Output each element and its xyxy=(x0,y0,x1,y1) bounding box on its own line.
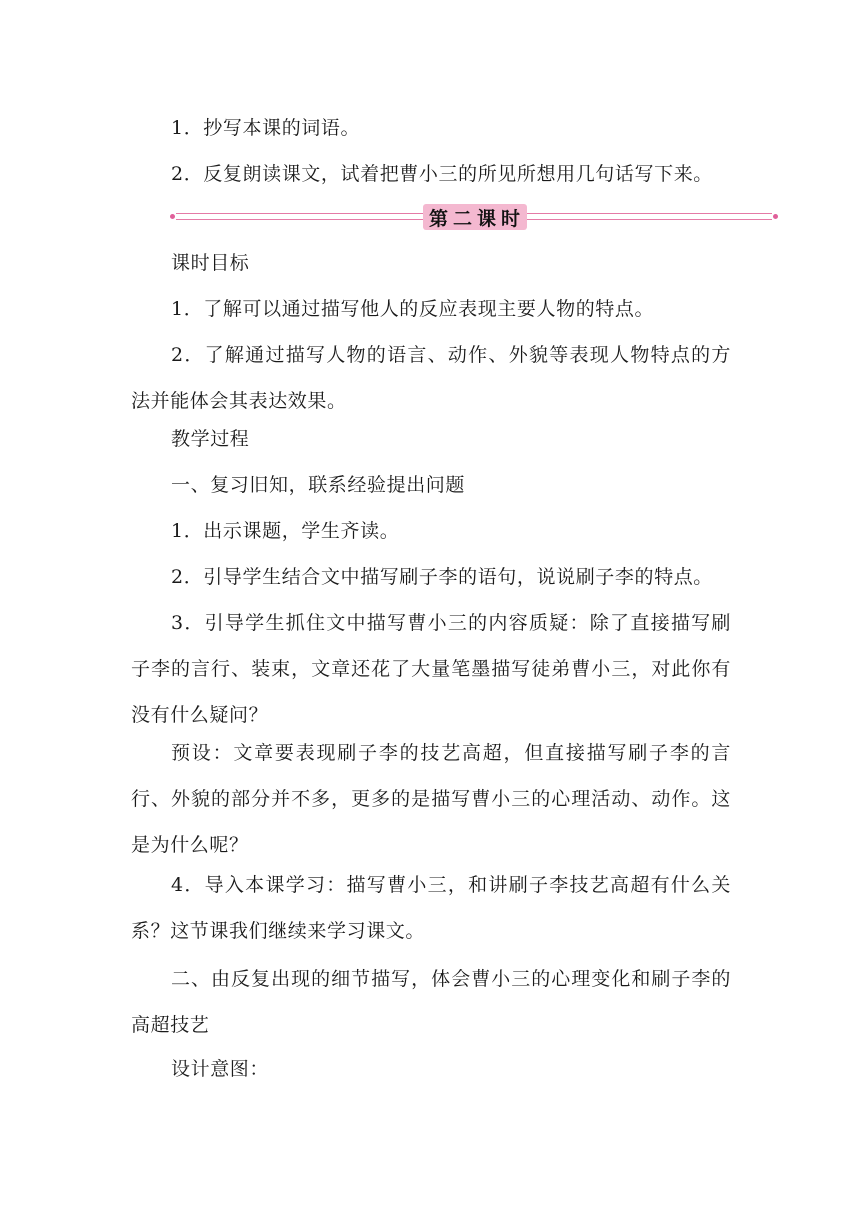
lesson-label-badge xyxy=(423,204,527,230)
objective-item-2: 2．了解通过描写人物的语言、动作、外貌等表现人物特点的方法并能体会其表达效果。 xyxy=(131,344,731,412)
divider-line xyxy=(176,219,424,220)
objective-item-1: 1．了解可以通过描写他人的反应表现主要人物的特点。 xyxy=(171,298,655,320)
lesson-divider xyxy=(170,205,778,229)
homework-item-1: 1．抄写本课的词语。 xyxy=(171,117,361,139)
section-1-title: 一、复习旧知，联系经验提出问题 xyxy=(171,474,466,496)
process-step-2: 2．引导学生结合文中描写刷子李的语句，说说刷子李的特点。 xyxy=(171,566,713,588)
process-heading: 教学过程 xyxy=(171,428,250,450)
divider-line xyxy=(526,213,772,214)
design-intent-label: 设计意图： xyxy=(171,1058,270,1080)
divider-line xyxy=(526,219,772,220)
objectives-heading: 课时目标 xyxy=(171,252,250,274)
divider-line xyxy=(176,213,424,214)
homework-item-2: 2．反复朗读课文，试着把曹小三的所见所想用几句话写下来。 xyxy=(171,163,713,185)
lesson-label: 第二课时 xyxy=(428,207,525,230)
process-step-4: 4．导入本课学习：描写曹小三，和讲刷子李技艺高超有什么关系？这节课我们继续来学习课文。 xyxy=(131,874,731,942)
divider-dot-icon xyxy=(773,214,778,219)
process-step-1: 1．出示课题，学生齐读。 xyxy=(171,520,400,542)
divider-dot-icon xyxy=(170,214,175,219)
section-2-title: 二、由反复出现的细节描写，体会曹小三的心理变化和刷子李的高超技艺 xyxy=(131,968,731,1036)
process-step-3: 3．引导学生抓住文中描写曹小三的内容质疑：除了直接描写刷子李的言行、装束，文章还花了大量笔墨描写徒弟曹小三，对此你有没有什么疑问？ xyxy=(131,612,731,726)
preset-answer: 预设：文章要表现刷子李的技艺高超，但直接描写刷子李的言行、外貌的部分并不多，更多的是描写曹小三的心理活动、动作。这是为什么呢？ xyxy=(131,742,731,856)
